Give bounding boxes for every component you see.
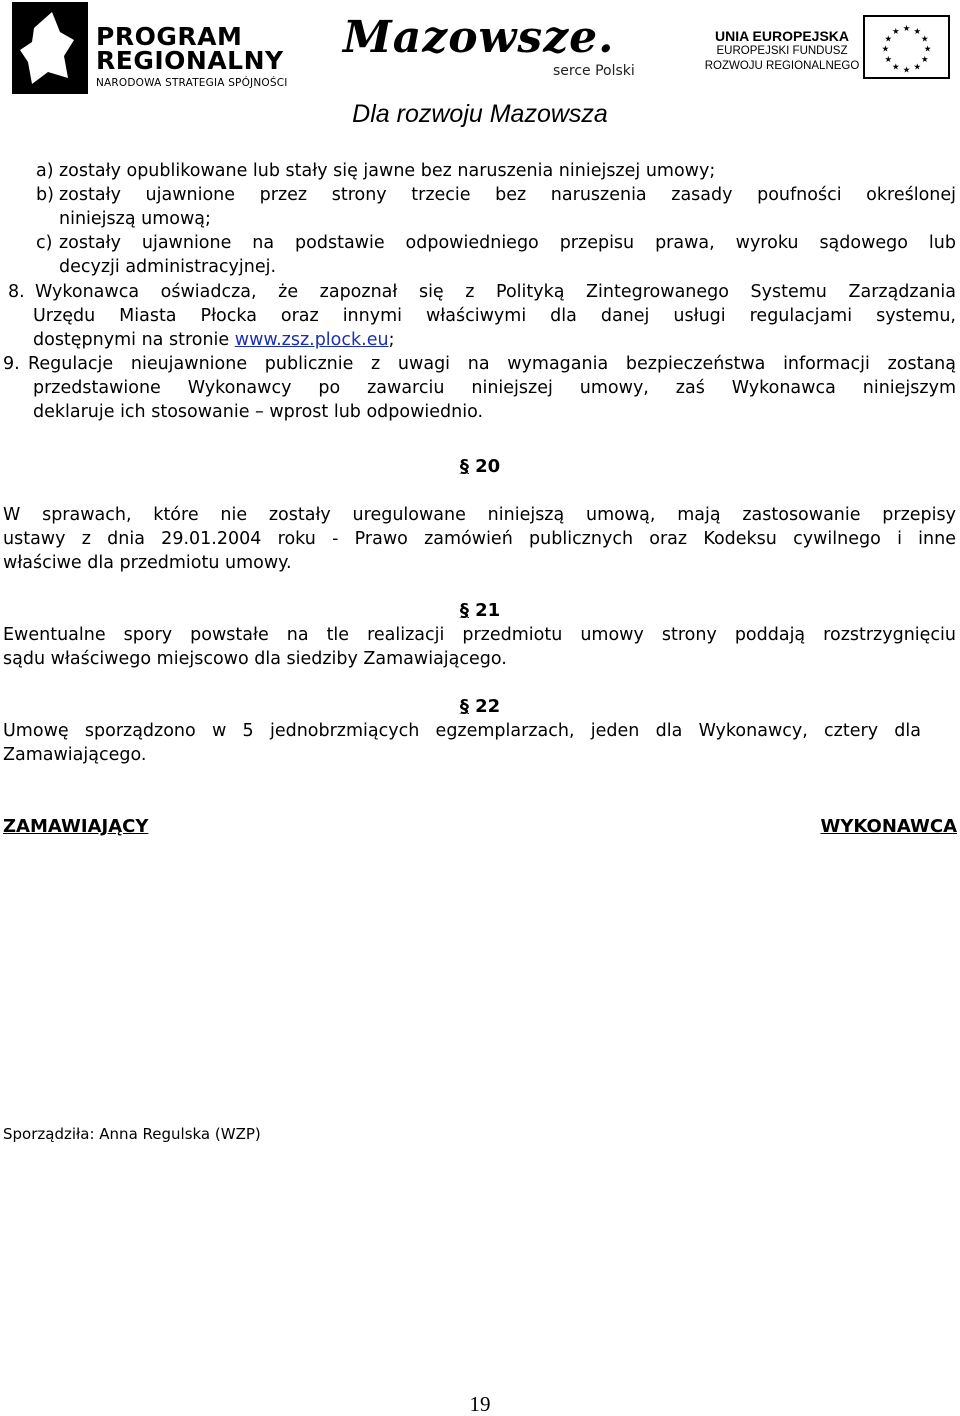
- eu-name: UNIA EUROPEJSKA: [714, 28, 850, 44]
- item-8-line1: Wykonawca oświadcza, że zapoznał się z Polityką Zintegrowanego Systemu Zarządzania: [35, 282, 956, 302]
- section-sign: §: [459, 456, 469, 477]
- list-item-c-label: c): [36, 233, 53, 253]
- item-9-line2: przedstawione Wykonawcy po zawarciu niniejszej umowy, zaś Wykonawca niniejszym: [33, 378, 956, 398]
- list-item-b-line2: niniejszą umową;: [59, 209, 211, 229]
- svg-text:★: ★: [881, 43, 890, 54]
- section-20-line2: ustawy z dnia 29.01.2004 roku - Prawo zamówień publicznych oraz Kodeksu cywilnego i inne: [3, 529, 956, 549]
- zsz-plock-link[interactable]: www.zsz.plock.eu: [234, 330, 389, 350]
- svg-text:★: ★: [921, 33, 929, 44]
- section-21-number: 21: [475, 600, 501, 621]
- item-9-line3: deklaruje ich stosowanie – wprost lub odpowiednio.: [33, 402, 484, 422]
- list-item-c-line1: zostały ujawnione na podstawie odpowiedniego przepisu prawa, wyroku sądowego lub: [59, 233, 956, 253]
- item-8-number: 8.: [8, 282, 25, 302]
- page-number: 19: [469, 1392, 491, 1416]
- section-20-line1: W sprawach, które nie zostały uregulowane niniejszą umową, mają zastosowanie przepisy: [3, 505, 956, 525]
- item-8-line3-prefix: dostępnymi na stronie: [33, 330, 235, 350]
- eu-fund-line2: ROZWOJU REGIONALNEGO: [704, 60, 860, 72]
- section-22-line2: Zamawiającego.: [3, 745, 147, 765]
- svg-text:★: ★: [902, 23, 911, 34]
- program-regionalny-emblem-icon: [12, 2, 88, 94]
- section-20-heading: [0, 455, 960, 479]
- list-item-a-text: zostały opublikowane lub stały się jawne bez naruszenia niniejszej umowy;: [59, 161, 716, 181]
- eu-flag-icon: [863, 15, 950, 79]
- section-20-line3: właściwe dla przedmiotu umowy.: [3, 553, 292, 573]
- item-8-line3-suffix: ;: [388, 330, 395, 350]
- section-22-line1: Umowę sporządzono w 5 jednobrzmiących egzemplarzach, jeden dla Wykonawcy, cztery dla: [3, 721, 921, 741]
- section-22-number: 22: [475, 696, 501, 717]
- eu-logo: [697, 15, 955, 85]
- item-8-line3: [33, 328, 394, 352]
- eu-fund-line1: EUROPEJSKI FUNDUSZ: [716, 45, 848, 57]
- section-20-number: 20: [475, 456, 501, 477]
- regionalny-label: REGIONALNY: [96, 46, 284, 75]
- mazowsze-wordmark: Mazowsze.: [343, 12, 615, 63]
- svg-text:★: ★: [884, 54, 892, 64]
- mazowsze-logo: [343, 8, 653, 88]
- svg-text:★: ★: [921, 54, 929, 64]
- section-21-line2: sądu właściwego miejscowo dla siedziby Zamawiającego.: [3, 649, 507, 669]
- section-22-heading: [0, 695, 960, 719]
- svg-text:★: ★: [913, 61, 922, 72]
- header-motto: Dla rozwoju Mazowsza: [352, 100, 608, 128]
- strategy-label: NARODOWA STRATEGIA SPÓJNOŚCI: [96, 77, 288, 89]
- serce-polski-label: serce Polski: [553, 63, 635, 79]
- svg-text:★: ★: [902, 64, 911, 75]
- list-item-c-line2: decyzji administracyjnej.: [59, 257, 277, 277]
- svg-text:★: ★: [884, 33, 892, 44]
- section-sign: §: [459, 600, 469, 621]
- svg-text:★: ★: [923, 43, 932, 54]
- svg-text:★: ★: [891, 25, 900, 36]
- program-regionalny-logo: [12, 2, 302, 94]
- list-item-a-label: a): [36, 161, 54, 181]
- list-item-b-line1: zostały ujawnione przez strony trzecie bez naruszenia zasady poufności określonej: [59, 185, 956, 205]
- signature-wykonawca: WYKONAWCA: [820, 816, 957, 837]
- program-label: PROGRAM: [96, 22, 243, 51]
- svg-text:★: ★: [891, 61, 900, 72]
- item-9-number: 9.: [3, 354, 20, 374]
- section-21-line1: Ewentualne spory powstałe na tle realizacji przedmiotu umowy strony poddają rozstrzygnięciu: [3, 625, 956, 645]
- item-9-line1: Regulacje nieujawnione publicznie z uwagi na wymagania bezpieczeństwa informacji zostaną: [28, 354, 956, 374]
- svg-text:★: ★: [913, 25, 922, 36]
- eu-text-block: [697, 29, 867, 74]
- prepared-by-note: Sporządziła: Anna Regulska (WZP): [3, 1125, 261, 1143]
- signature-zamawiajacy: ZAMAWIAJĄCY: [3, 816, 149, 837]
- section-sign: §: [459, 696, 469, 717]
- item-8-line2: Urzędu Miasta Płocka oraz innymi właściwymi dla danej usługi regulacjami systemu,: [33, 306, 956, 326]
- list-item-b-label: b): [36, 185, 54, 205]
- section-21-heading: [0, 599, 960, 623]
- page-header: [0, 0, 960, 135]
